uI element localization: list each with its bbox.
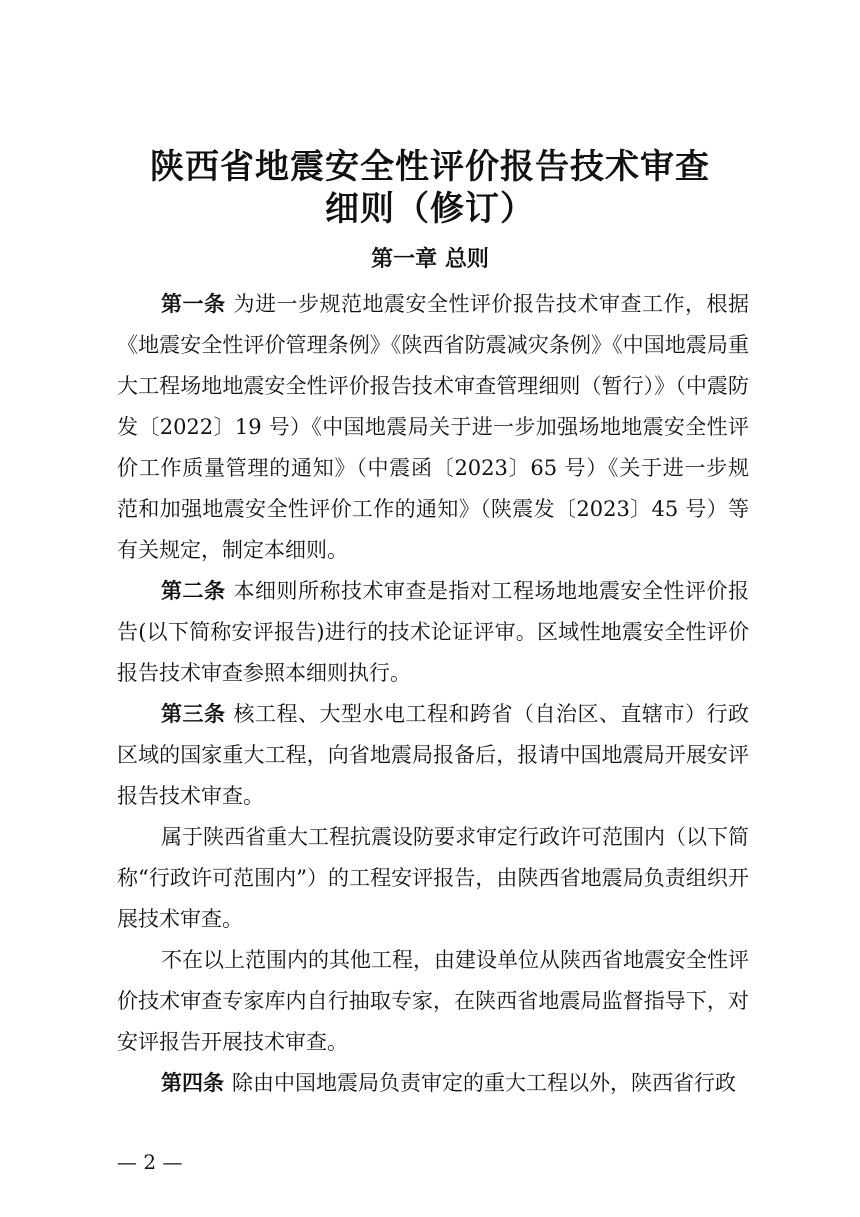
article-4-label: 第四条 [161, 1071, 224, 1095]
article-3-sub-paragraph-1 [117, 817, 749, 940]
article-3-paragraph [117, 694, 749, 817]
article-3-sub-text-1: 属于陕西省重大工程抗震设防要求审定行政许可范围内（以下简称“行政许可范围内”）的工程安评报告，由陕西省地震局负责组织开展技术审查。 [117, 825, 749, 931]
article-1-paragraph [117, 284, 749, 571]
document-title-line-1: 陕西省地震安全性评价报告技术审查 [150, 147, 710, 187]
article-1-label: 第一条 [161, 292, 226, 316]
document-title-line-2: 细则（修订） [325, 189, 535, 229]
article-2-label: 第二条 [161, 579, 226, 603]
article-4-paragraph [117, 1063, 749, 1104]
article-3-sub-text-2: 不在以上范围内的其他工程，由建设单位从陕西省地震安全性评价技术审查专家库内自行抽取专家，在陕西省地震局监督指导下，对安评报告开展技术审查。 [117, 948, 749, 1054]
chapter-heading: 第一章 总则 [371, 247, 489, 272]
document-body [117, 284, 749, 1104]
article-2-text: 本细则所称技术审查是指对工程场地地震安全性评价报告(以下简称安评报告)进行的技术论证评审。区域性地震安全性评价报告技术审查参照本细则执行。 [117, 579, 749, 685]
article-3-sub-paragraph-2 [117, 940, 749, 1063]
article-2-paragraph [117, 571, 749, 694]
article-3-label: 第三条 [161, 702, 226, 726]
article-3-text: 核工程、大型水电工程和跨省（自治区、直辖市）行政区域的国家重大工程，向省地震局报备后，报请中国地震局开展安评报告技术审查。 [117, 702, 749, 808]
page-number: — 2 — [117, 1150, 183, 1174]
article-4-text: 除由中国地震局负责审定的重大工程以外，陕西省行政 [232, 1071, 736, 1095]
article-1-text: 为进一步规范地震安全性评价报告技术审查工作，根据《地震安全性评价管理条例》《陕西省防震减灾条例》《中国地震局重大工程场地地震安全性评价报告技术审查管理细则（暂行）》（中震防发〔2022〕19 号）《中国地震局关于进一步加强场地地震安全性评价工作质量管理的通知》（中震函〔2023〕65 号）《关于进一步规范和加强地震安全性评价工作的通知》（陕震发〔2023〕45 号）等有关规定，制定本细则。 [117, 292, 749, 562]
